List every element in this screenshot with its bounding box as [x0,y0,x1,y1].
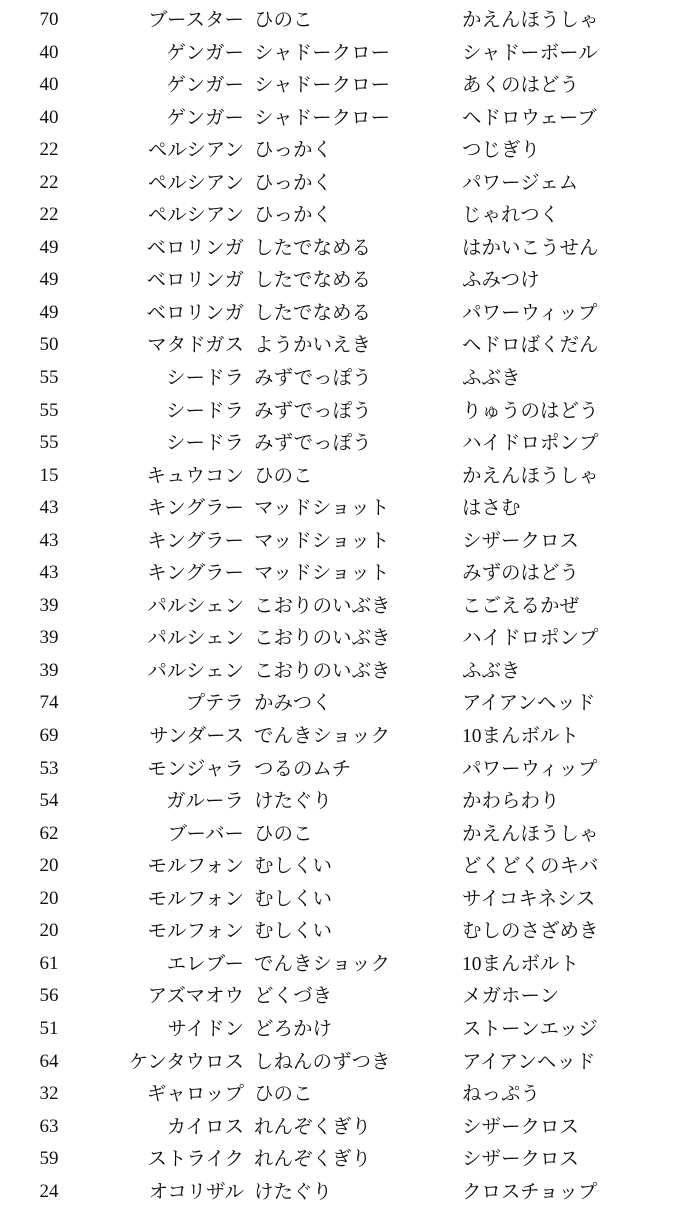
pokemon-name-cell: ブーバー [167,821,244,845]
fast-move-cell: マッドショット [254,528,390,552]
level-cell: 74 [39,692,59,714]
table-row [0,69,675,102]
level-cell: 70 [39,9,59,30]
charge-move-cell: かえんほうしゃ [462,463,599,487]
pokemon-name-cell: モルフォン [147,854,244,878]
charge-move-cell: ねっぷう [462,1082,541,1106]
charge-move-cell: クロスチョップ [462,1179,598,1203]
fast-move-cell: ひっかく [254,138,333,162]
fast-move-cell: ひのこ [254,463,313,487]
table-row [0,1013,675,1046]
pokemon-name-cell: アズマオウ [147,984,244,1008]
table-row [0,329,675,362]
charge-move-cell: かえんほうしゃ [462,821,599,845]
level-cell: 43 [39,529,59,551]
charge-move-cell: シザークロス [462,1147,580,1171]
charge-move-cell: メガホーン [462,984,560,1008]
level-cell: 55 [39,399,59,421]
charge-move-cell: パワージェム [462,170,579,194]
pokemon-name-cell: ブースター [148,8,244,31]
fast-move-cell: かみつく [254,691,332,715]
pokemon-name-cell: サンダース [149,724,244,748]
pokemon-name-cell: ゲンガー [166,73,244,97]
level-cell: 22 [39,139,59,161]
fast-move-cell: つるのムチ [254,756,352,780]
pokemon-name-cell: ペルシアン [147,170,244,194]
charge-move-cell: アイアンヘッド [462,691,596,715]
table-row [0,753,675,786]
fast-move-cell: むしくい [254,854,333,878]
pokemon-name-cell: オコリザル [148,1179,244,1203]
level-cell: 22 [39,204,59,226]
charge-move-cell: ふぶき [462,658,521,682]
table-row [0,395,675,428]
table-row [0,1078,675,1111]
pokemon-name-cell: シードラ [165,398,244,422]
pokemon-name-cell: ケンタウロス [128,1049,244,1073]
level-cell: 24 [39,1180,59,1202]
pokemon-name-cell: キングラー [147,561,244,585]
level-cell: 59 [39,1148,59,1170]
level-cell: 40 [39,106,59,128]
charge-move-cell: つじぎり [462,138,541,162]
table-row [0,1046,675,1079]
pokemon-name-cell: キュウコン [146,463,244,487]
fast-move-cell: こおりのいぶき [254,626,391,650]
level-cell: 20 [39,887,59,909]
charge-move-cell: シザークロス [462,1114,580,1138]
fast-move-cell: ひっかく [254,170,333,194]
level-cell: 49 [39,301,59,323]
fast-move-cell: シャドークロー [254,105,391,129]
charge-move-cell: どくどくのキバ [462,854,599,878]
table-row [0,362,675,395]
fast-move-cell: れんぞくぎり [254,1147,372,1171]
pokemon-name-cell: シードラ [165,431,244,455]
table-row [0,622,675,655]
fast-move-cell: けたぐり [254,789,333,813]
pokemon-name-cell: カイロス [166,1114,244,1138]
table-row [0,525,675,558]
fast-move-cell: しねんのずつき [254,1049,391,1073]
table-row [0,655,675,688]
table-row [0,687,675,720]
pokemon-name-cell: ベロリンガ [146,235,244,259]
level-cell: 55 [39,432,59,454]
table-row [0,1143,675,1176]
fast-move-cell: マッドショット [254,496,390,520]
fast-move-cell: どろかけ [254,1016,333,1040]
charge-move-cell: かわらわり [462,789,560,813]
table-row [0,199,675,232]
charge-move-cell: シャドーボール [462,40,598,64]
level-cell: 56 [39,985,59,1007]
level-cell: 43 [39,562,59,584]
table-row [0,427,675,460]
pokemon-name-cell: モルフォン [147,919,244,943]
charge-move-cell: ヘドロウェーブ [462,105,597,129]
table-row [0,167,675,200]
fast-move-cell: シャドークロー [254,73,391,97]
table-row [0,492,675,525]
table-row [0,818,675,851]
charge-move-cell: サイコキネシス [462,886,596,910]
fast-move-cell: こおりのいぶき [254,658,391,682]
fast-move-cell: ひのこ [254,821,313,845]
charge-move-cell: アイアンヘッド [462,1049,596,1073]
charge-move-cell: ヘドロばくだん [462,333,599,357]
table-row [0,1111,675,1144]
fast-move-cell: マッドショット [254,561,390,585]
charge-move-cell: ストーンエッジ [462,1016,598,1040]
level-cell: 51 [39,1017,59,1039]
charge-move-cell: はさむ [462,496,521,520]
pokemon-name-cell: キングラー [147,528,244,552]
level-cell: 20 [39,855,59,877]
pokemon-name-cell: パルシェン [147,626,244,650]
fast-move-cell: みずでっぽう [254,366,372,390]
table-row [0,1176,675,1208]
level-cell: 40 [39,74,59,96]
level-cell: 63 [39,1115,59,1137]
charge-move-cell: 10まんボルト [462,951,580,975]
table-row [0,460,675,493]
charge-move-cell: むしのさざめき [462,919,599,943]
fast-move-cell: でんきショック [254,951,391,975]
pokemon-name-cell: ガルーラ [165,789,244,813]
pokemon-name-cell: サイドン [167,1016,244,1040]
pokemon-name-cell: ベロリンガ [146,268,244,292]
fast-move-cell: ようかいえき [254,333,372,357]
table-row [0,720,675,753]
fast-move-cell: ひっかく [254,203,333,227]
charge-move-cell: みずのはどう [462,561,580,585]
level-cell: 69 [39,725,59,747]
level-cell: 64 [39,1050,59,1072]
charge-move-cell: あくのはどう [462,73,580,97]
pokemon-name-cell: マタドガス [147,333,244,357]
level-cell: 20 [39,920,59,942]
pokemon-name-cell: パルシェン [147,658,244,682]
pokemon-name-cell: キングラー [147,496,244,520]
fast-move-cell: けたぐり [254,1179,333,1203]
pokemon-name-cell: ギャロップ [146,1082,244,1106]
data-table [0,4,675,1208]
level-cell: 49 [39,269,59,291]
level-cell: 40 [39,41,59,63]
charge-move-cell: 10まんボルト [462,724,580,748]
charge-move-cell: こごえるかぜ [462,593,580,617]
pokemon-name-cell: ストライク [147,1147,244,1171]
level-cell: 62 [39,822,59,844]
table-row [0,980,675,1013]
pokemon-name-cell: プテラ [185,691,244,715]
charge-move-cell: かえんほうしゃ [462,8,599,31]
charge-move-cell: ハイドロポンプ [462,626,599,650]
fast-move-cell: ひのこ [254,1082,313,1106]
fast-move-cell: むしくい [254,886,333,910]
pokemon-name-cell: エレブー [166,951,244,975]
charge-move-cell: ふみつけ [462,268,540,292]
fast-move-cell: こおりのいぶき [254,593,391,617]
level-cell: 22 [39,171,59,193]
level-cell: 54 [39,790,59,812]
table-row [0,297,675,330]
fast-move-cell: したでなめる [254,235,372,259]
pokemon-name-cell: シードラ [165,366,244,390]
fast-move-cell: でんきショック [254,724,391,748]
level-cell: 55 [39,367,59,389]
charge-move-cell: はかいこうせん [462,235,599,259]
table-row [0,590,675,623]
charge-move-cell: ハイドロポンプ [462,431,599,455]
level-cell: 15 [39,464,59,486]
level-cell: 39 [39,594,59,616]
table-row [0,232,675,265]
charge-move-cell: シザークロス [462,528,580,552]
fast-move-cell: むしくい [254,919,333,943]
charge-move-cell: ふぶき [462,366,521,390]
table-row [0,850,675,883]
fast-move-cell: れんぞくぎり [254,1114,372,1138]
pokemon-name-cell: モンジャラ [147,756,244,780]
pokemon-name-cell: パルシェン [147,593,244,617]
level-cell: 53 [39,757,59,779]
pokemon-name-cell: ベロリンガ [146,300,244,324]
charge-move-cell: じゃれつく [462,203,560,227]
fast-move-cell: したでなめる [254,268,372,292]
charge-move-cell: パワーウィップ [462,300,598,324]
level-cell: 39 [39,627,59,649]
table-row [0,37,675,70]
table-row [0,264,675,297]
table-row [0,785,675,818]
move-number-prefix: 10 [462,953,482,975]
pokemon-name-cell: ゲンガー [166,40,244,64]
move-number-prefix: 10 [462,726,482,748]
level-cell: 49 [39,236,59,258]
table-row [0,915,675,948]
fast-move-cell: シャドークロー [254,40,391,64]
pokemon-name-cell: モルフォン [147,886,244,910]
fast-move-cell: どくづき [254,984,333,1008]
table-row [0,948,675,981]
table-row [0,557,675,590]
level-cell: 61 [39,952,59,974]
level-cell: 32 [39,1083,59,1105]
fast-move-cell: したでなめる [254,300,372,324]
table-row [0,102,675,135]
fast-move-cell: ひのこ [254,8,313,31]
level-cell: 39 [39,659,59,681]
level-cell: 50 [39,334,59,356]
fast-move-cell: みずでっぽう [254,431,372,455]
pokemon-name-cell: ペルシアン [147,203,244,227]
pokemon-name-cell: ゲンガー [166,105,244,129]
pokemon-name-cell: ペルシアン [147,138,244,162]
table-row [0,134,675,167]
table-row [0,4,675,37]
level-cell: 43 [39,497,59,519]
charge-move-cell: パワーウィップ [462,756,598,780]
fast-move-cell: みずでっぽう [254,398,372,422]
table-row [0,883,675,916]
charge-move-cell: りゅうのはどう [462,398,599,422]
